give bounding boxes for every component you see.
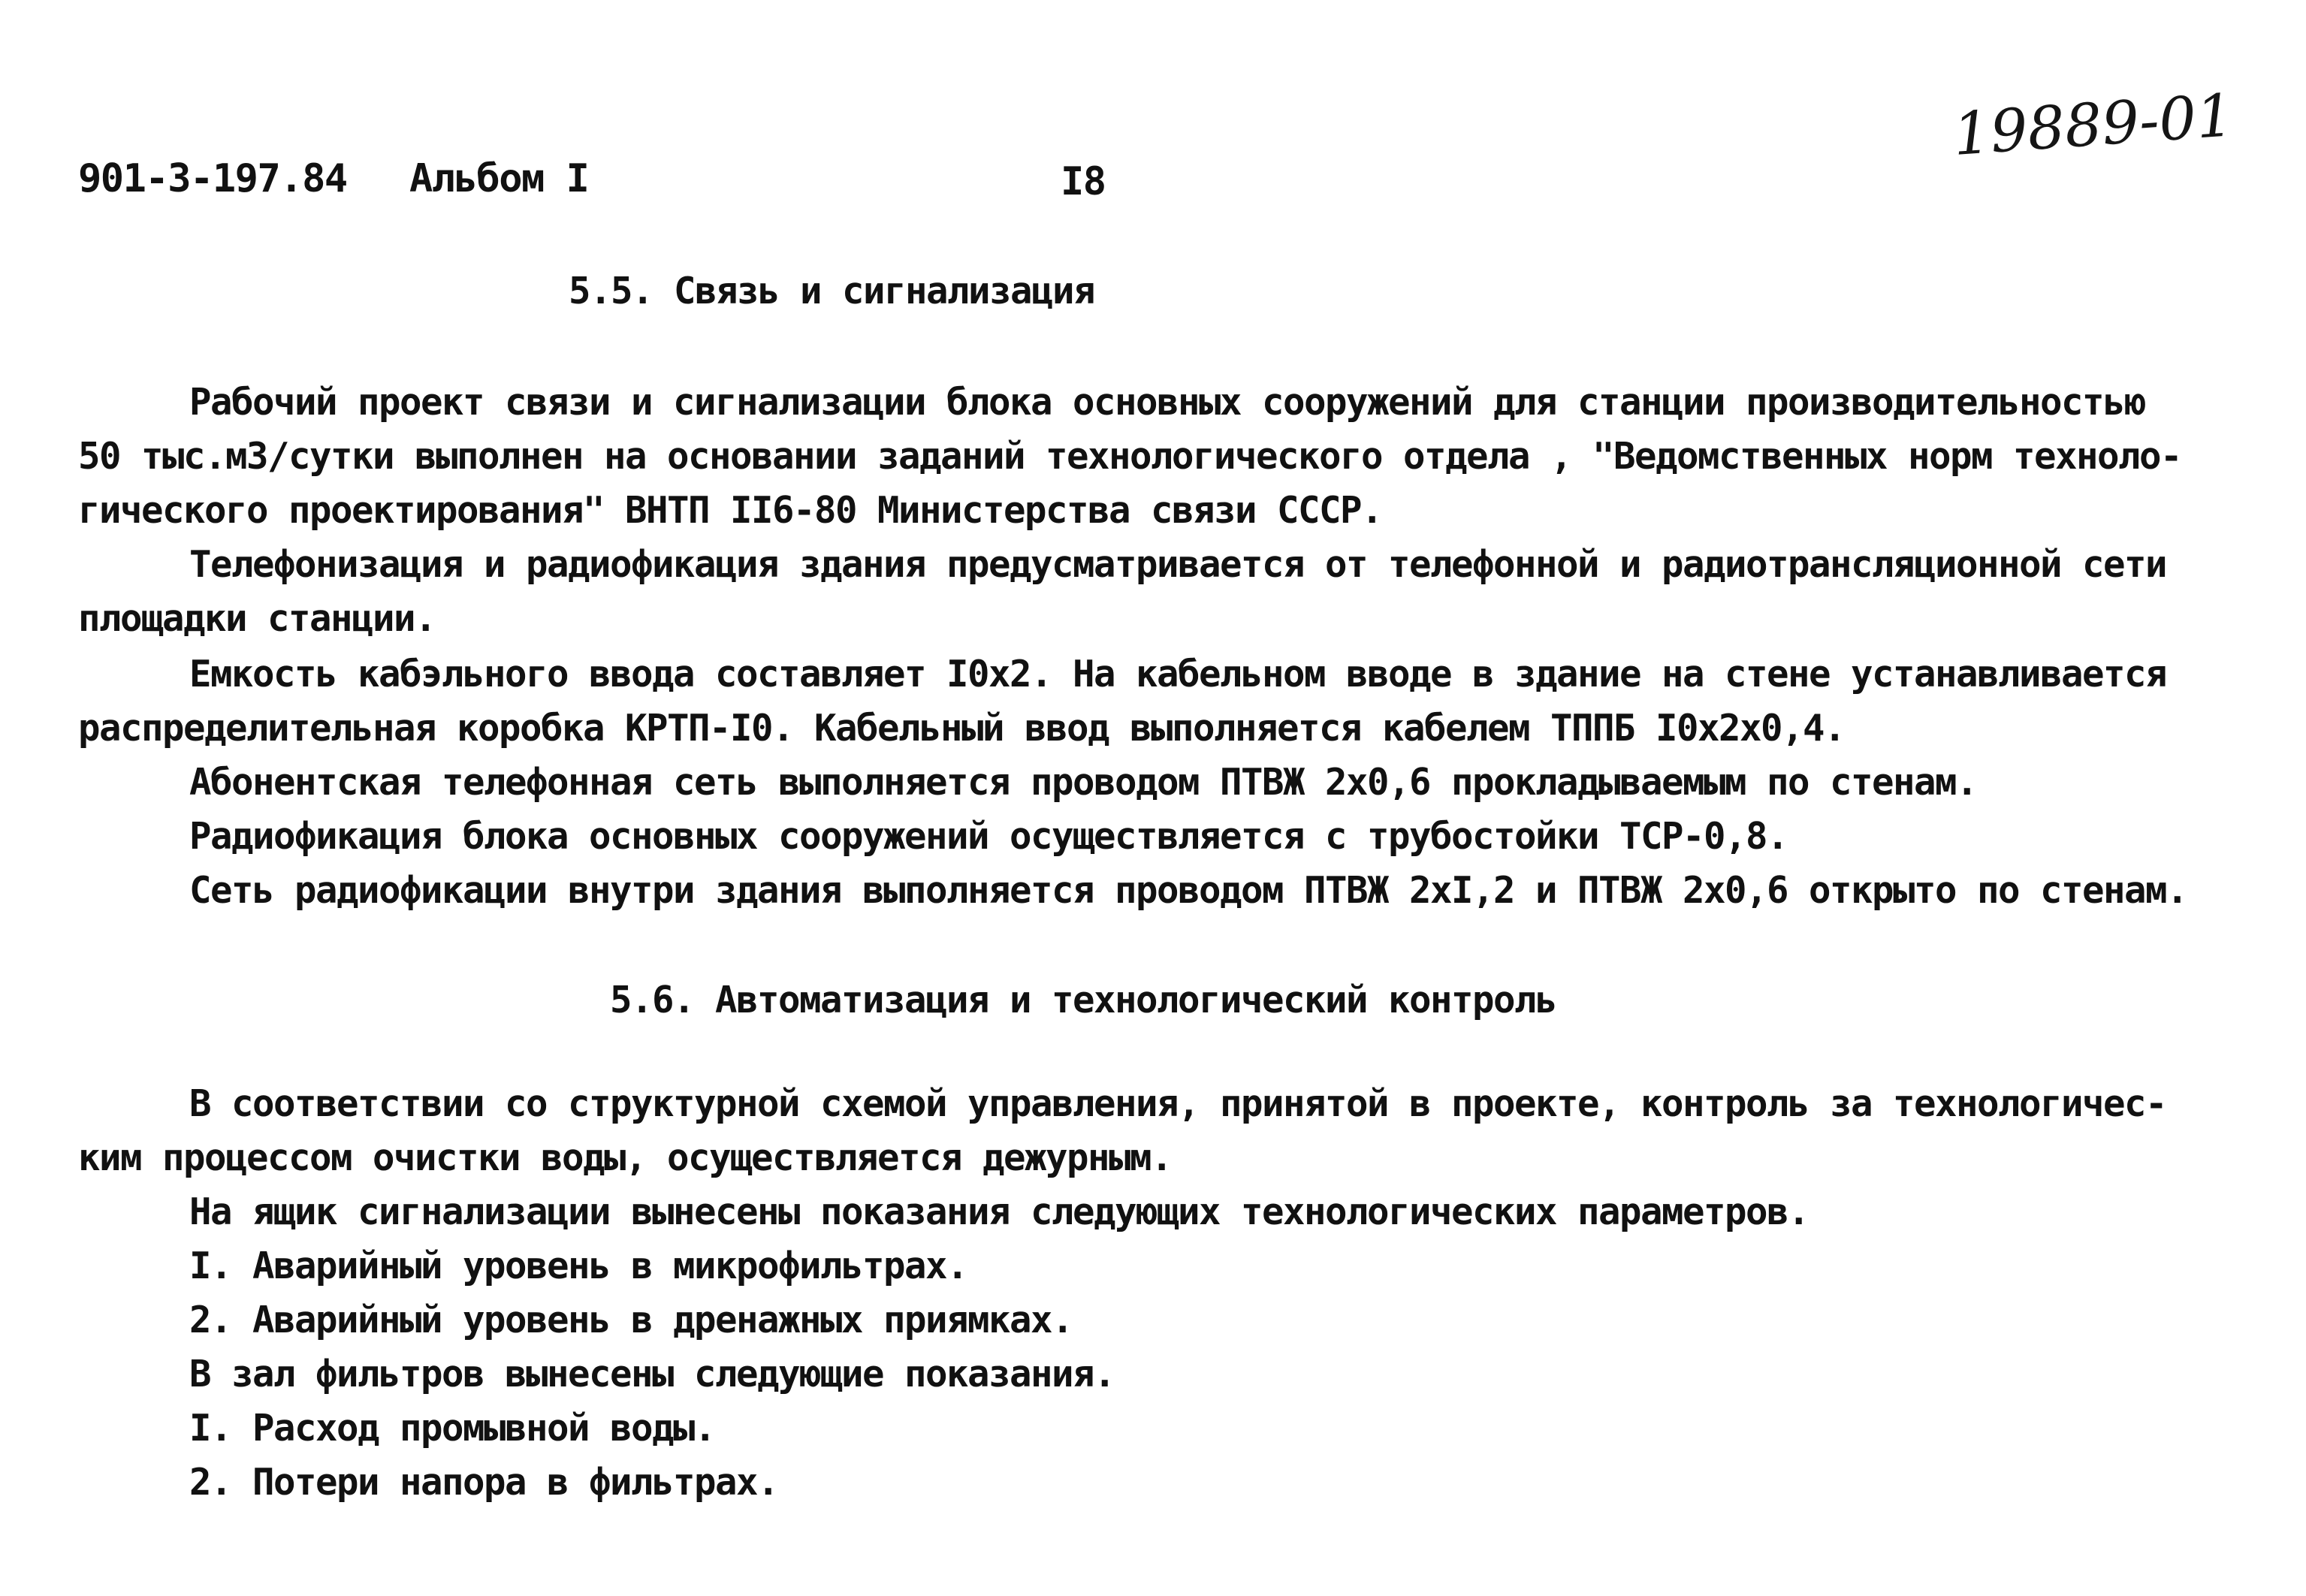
- section-5-5-line: Телефонизация и радиофикация здания предусматривается от телефонной и радиотрансляционной сети: [189, 543, 2167, 586]
- section-5-6-list-item: 2. Потери напора в фильтрах.: [189, 1461, 779, 1504]
- album-label: Альбом I: [409, 156, 589, 201]
- handwritten-inventory-number: 19889-01: [1951, 82, 2236, 169]
- section-5-6-line: В зал фильтров вынесены следующие показания.: [189, 1353, 1115, 1395]
- section-5-6-list-item: I. Расход промывной воды.: [189, 1407, 716, 1450]
- section-5-5-line: Сеть радиофикации внутри здания выполняется проводом ПТВЖ 2xI,2 и ПТВЖ 2x0,6 открыто по стенам.: [189, 869, 2188, 912]
- section-5-5-title: 5.5. Связь и сигнализация: [569, 270, 1095, 312]
- page-number: I8: [1061, 159, 1106, 204]
- section-5-6-line: ким процессом очистки воды, осуществляется дежурным.: [78, 1136, 1173, 1179]
- section-5-5-line: Радиофикация блока основных сооружений осуществляется с трубостойки ТСР-0,8.: [189, 815, 1788, 858]
- doc-number: 901-3-197.84: [78, 156, 347, 201]
- section-5-6-title: 5.6. Автоматизация и технологический контроль: [610, 979, 1557, 1021]
- section-5-6-list-item: I. Аварийный уровень в микрофильтрах.: [189, 1245, 968, 1287]
- section-5-5-line: площадки станции.: [78, 597, 436, 640]
- section-5-5-line: Абонентская телефонная сеть выполняется проводом ПТВЖ 2x0,6 прокладываемым по стенам.: [189, 761, 1978, 804]
- section-5-5-line: распределительная коробка КРТП-I0. Кабельный ввод выполняется кабелем ТППБ I0x2x0,4.: [78, 707, 1846, 750]
- section-5-5-line: Емкость кабэльного ввода составляет I0x2. На кабельном вводе в здание на стене устанавливается: [189, 653, 2167, 695]
- section-5-5-line: 50 тыс.м3/сутки выполнен на основании заданий технологического отдела , "Ведомственных норм техноло-: [78, 435, 2182, 478]
- section-5-6-line: В соответствии со структурной схемой управления, принятой в проекте, контроль за технологичес-: [189, 1082, 2167, 1125]
- section-5-5-line: гического проектирования" ВНТП II6-80 Министерства связи СССР.: [78, 489, 1383, 532]
- section-5-6-line: На ящик сигнализации вынесены показания следующих технологических параметров.: [189, 1190, 1809, 1233]
- section-5-5-line: Рабочий проект связи и сигнализации блока основных сооружений для станции производительностью: [189, 381, 2146, 424]
- section-5-6-list-item: 2. Аварийный уровень в дренажных приямках.: [189, 1299, 1073, 1341]
